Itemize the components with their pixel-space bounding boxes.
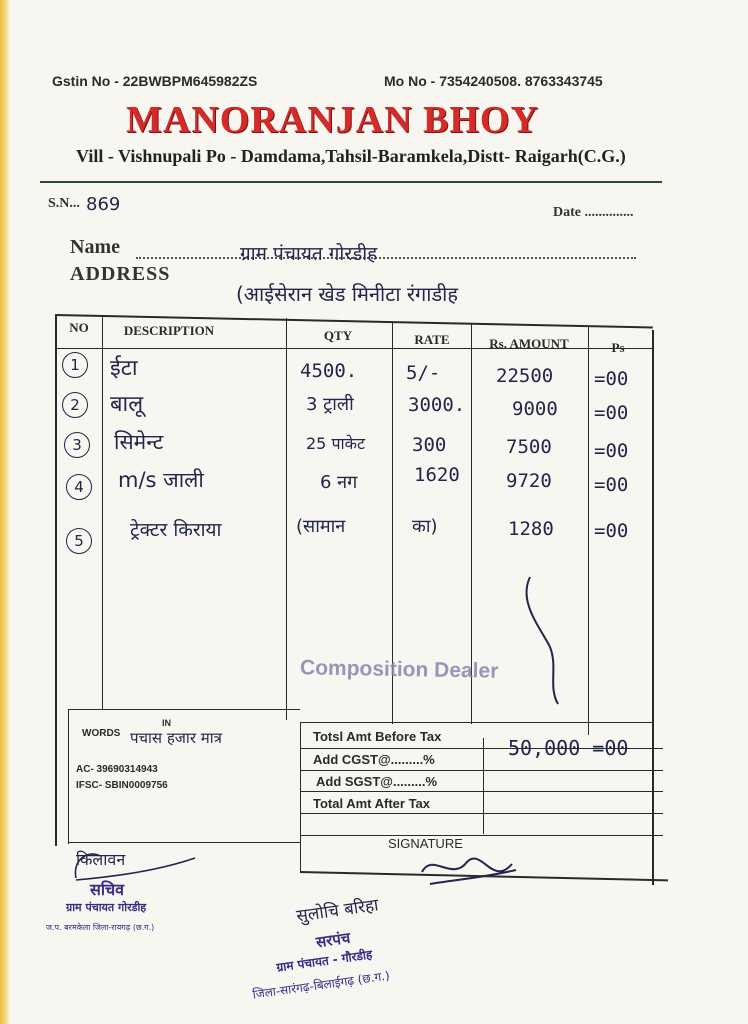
totals-top-line (300, 722, 652, 723)
name-dotted-line (136, 257, 636, 259)
account-number: AC- 39690314943 (76, 764, 158, 775)
row-qty: 4500. (300, 360, 358, 382)
composition-dealer-watermark: Composition Dealer (299, 656, 499, 683)
address-value: (आईसेरान खेड मिनीटा रंगाडीह (236, 282, 458, 306)
mobile-text: Mo No - 7354240508. 8763343745 (384, 73, 603, 89)
row-rate: 300 (412, 434, 447, 456)
footer-mid-line (300, 722, 301, 842)
secretary-signature: किलावन (76, 850, 126, 869)
footer-left-line (68, 709, 69, 844)
header-no: NO (69, 320, 89, 335)
total-after-tax-label: Total Amt After Tax (313, 796, 431, 811)
sarpanch-signature: सुलोचि बरिहा (295, 895, 380, 927)
footer-bottom-left (68, 842, 300, 843)
row-description: सिमेन्ट (114, 430, 164, 454)
header-rate: RATE (414, 332, 450, 347)
signature-scribble (412, 842, 522, 898)
col-divider-desc (286, 318, 287, 720)
name-label: Name (70, 236, 120, 258)
row-description: बालू (110, 392, 144, 417)
row-rate: का) (412, 516, 438, 537)
header-qty: QTY (323, 328, 353, 343)
row-amount: 7500 (506, 436, 552, 458)
signature-left-line (300, 835, 301, 871)
row-ps: =00 (594, 440, 629, 462)
row-number: 2 (62, 392, 88, 418)
signature-label: SIGNATURE (388, 836, 463, 851)
col-divider-amount (588, 327, 589, 735)
business-name: MANORANJAN BHOY (126, 99, 539, 141)
cgst-label: Add CGST@.........% (313, 752, 435, 767)
row-ps: =00 (594, 402, 629, 424)
words-value: पचास हजार मात्र (130, 729, 222, 747)
paper-edge (0, 0, 10, 1024)
secretary-title: सचिव (90, 880, 125, 899)
col-divider-no (102, 316, 103, 709)
date-label: Date .............. (553, 205, 634, 220)
total-before-tax-value: 50,000 =00 (508, 736, 629, 760)
secretary-stamp-line3: ज.प. बरमकेला जिला-रायगढ़ (छ.ग.) (46, 923, 155, 932)
row-number: 3 (64, 432, 90, 458)
row-ps: =00 (594, 474, 629, 496)
table-right-border (652, 330, 654, 885)
header-ps: Ps (611, 340, 625, 355)
in-label: IN (162, 718, 171, 728)
words-label: WORDS (82, 728, 121, 739)
header-amount: Rs. AMOUNT (489, 336, 569, 351)
name-value: ग्राम पंचायत गोरडीह (240, 243, 378, 265)
row-ps: =00 (594, 520, 629, 542)
row-ps: =00 (594, 368, 629, 390)
header-rule (40, 181, 662, 183)
row-rate: 1620 (414, 464, 460, 486)
row-qty: (सामान (296, 516, 346, 537)
row-rate: 3000. (408, 394, 466, 416)
row-qty: 3 ट्राली (306, 394, 354, 415)
sgst-label: Add SGST@.........% (316, 774, 438, 789)
pen-stroke-mark (510, 572, 580, 712)
signature-top-line (300, 835, 663, 836)
sn-value: 869 (86, 194, 121, 215)
row-rate: 5/- (406, 362, 441, 384)
sarpanch-stamp-line2: ग्राम पंचायत - गौरडीह (275, 947, 374, 975)
row-amount: 9000 (512, 398, 558, 420)
sarpanch-title: सरपंच (314, 928, 352, 952)
gstin-text: Gstin No - 22BWBPM645982ZS (52, 73, 258, 89)
row-number: 4 (66, 474, 92, 500)
header-description: DESCRIPTION (123, 323, 215, 338)
row-qty: 6 नग (320, 472, 358, 493)
row-amount: 1280 (508, 518, 554, 540)
business-address: Vill - Vishnupali Po - Damdama,Tahsil-Baramkela,Distt- Raigarh(C.G.) (76, 146, 626, 166)
secretary-stamp-line2: ग्राम पंचायत गोरडीह (66, 901, 147, 914)
ifsc-code: IFSC- SBIN0009756 (76, 780, 168, 791)
row-number: 1 (62, 352, 88, 378)
totals-line-3 (300, 791, 663, 792)
row-description: ट्रेक्टर किराया (130, 519, 222, 541)
row-description: ईटा (110, 356, 138, 381)
row-qty: 25 पाकेट (306, 434, 366, 453)
row-number: 5 (66, 528, 92, 554)
words-top-line (68, 709, 300, 710)
row-amount: 22500 (496, 365, 554, 387)
row-description: m/s जाली (118, 468, 204, 492)
totals-line-2 (300, 770, 663, 771)
address-label: ADDRESS (70, 263, 171, 285)
totals-value-divider (483, 738, 484, 834)
sn-label: S.N... (48, 196, 80, 211)
totals-line-4 (300, 813, 663, 814)
total-before-tax-label: Totsl Amt Before Tax (313, 729, 442, 744)
sarpanch-stamp-line3: जिला-सारंगढ़-बिलाईगढ़ (छ.ग.) (251, 968, 391, 1002)
row-amount: 9720 (506, 470, 552, 492)
table-left-border (55, 314, 57, 846)
